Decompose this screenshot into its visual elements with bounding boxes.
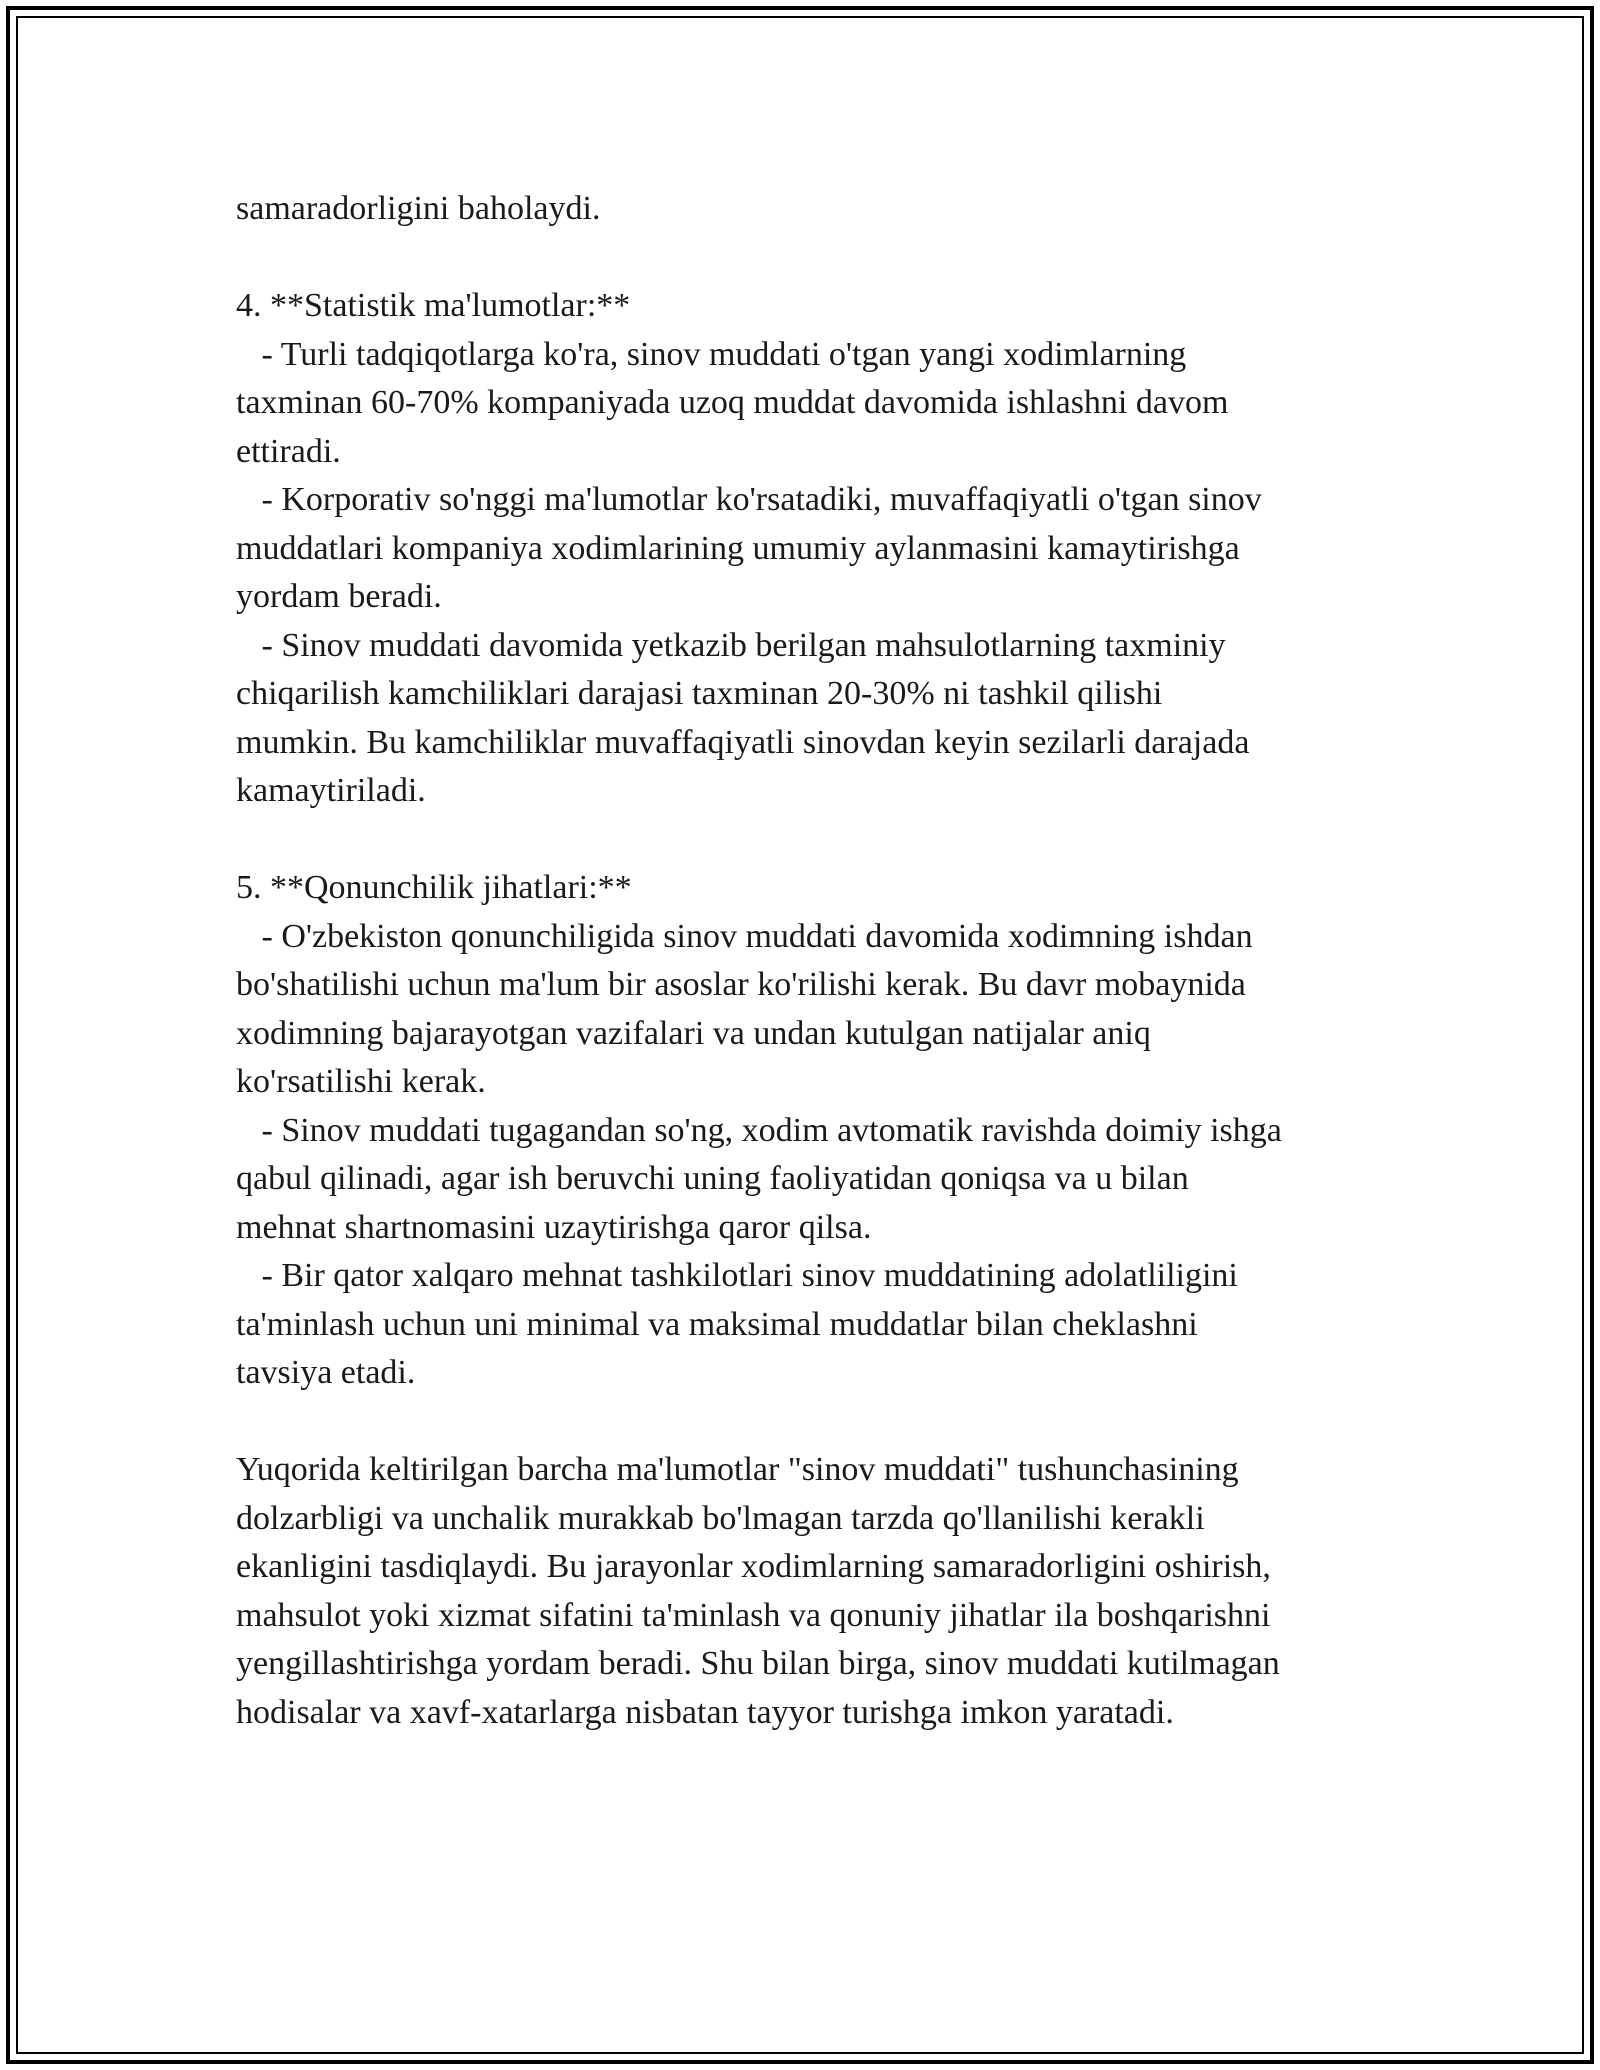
- document-body-text: samaradorligini baholaydi. 4. **Statistik ma'lumotlar:** - Turli tadqiqotlarga ko'ra, sinov muddati o'tgan yangi xodimlarning taxminan 60-70% kompaniyada uzoq muddat davomida ishlashni davom ettiradi. - Korporativ so'nggi ma'lumotlar ko'rsatadiki, muvaffaqiyatli o'tgan sinov muddatlari kompaniya xodimlarining umumiy aylanmasini kamaytirishga yordam beradi. - Sinov muddati davomida yetkazib berilgan mahsulotlarning taxminiy chiqarilish kamchiliklari darajasi taxminan 20-30% ni tashkil qilishi mumkin. Bu kamchiliklar muvaffaqiyatli sinovdan keyin sezilarli darajada kamaytiriladi. 5. **Qonunchilik jihatlari:** - O'zbekiston qonunchiligida sinov muddati davomida xodimning ishdan bo'shatilishi uchun ma'lum bir asoslar ko'rilishi kerak. Bu davr mobaynida xodimning bajarayotgan vazifalari va undan kutulgan natijalar aniq ko'rsatilishi kerak. - Sinov muddati tugagandan so'ng, xodim avtomatik ravishda doimiy ishga qabul qilinadi, agar ish beruvchi uning faoliyatidan qoniqsa va u bilan mehnat shartnomasini uzaytirishga qaror qilsa. - Bir qator xalqaro mehnat tashkilotlari sinov muddatining adolatliligini ta'minlash uchun uni minimal va maksimal muddatlar bilan cheklashni tavsiya etadi. Yuqorida keltirilgan barcha ma'lumotlar "sinov muddati" tushunchasining dolzarbligi va unchalik murakkab bo'lmagan tarzda qo'llanilishi kerakli ekanligini tasdiqlaydi. Bu jarayonlar xodimlarning samaradorligini oshirish, mahsulot yoki xizmat sifatini ta'minlash va qonuniy jihatlar ila boshqarishni yengillashtirishga yordam beradi. Shu bilan birga, sinov muddati kutilmagan hodisalar va xavf-xatarlarga nisbatan tayyor turishga imkon yaratadi.: [236, 190, 1282, 1731]
